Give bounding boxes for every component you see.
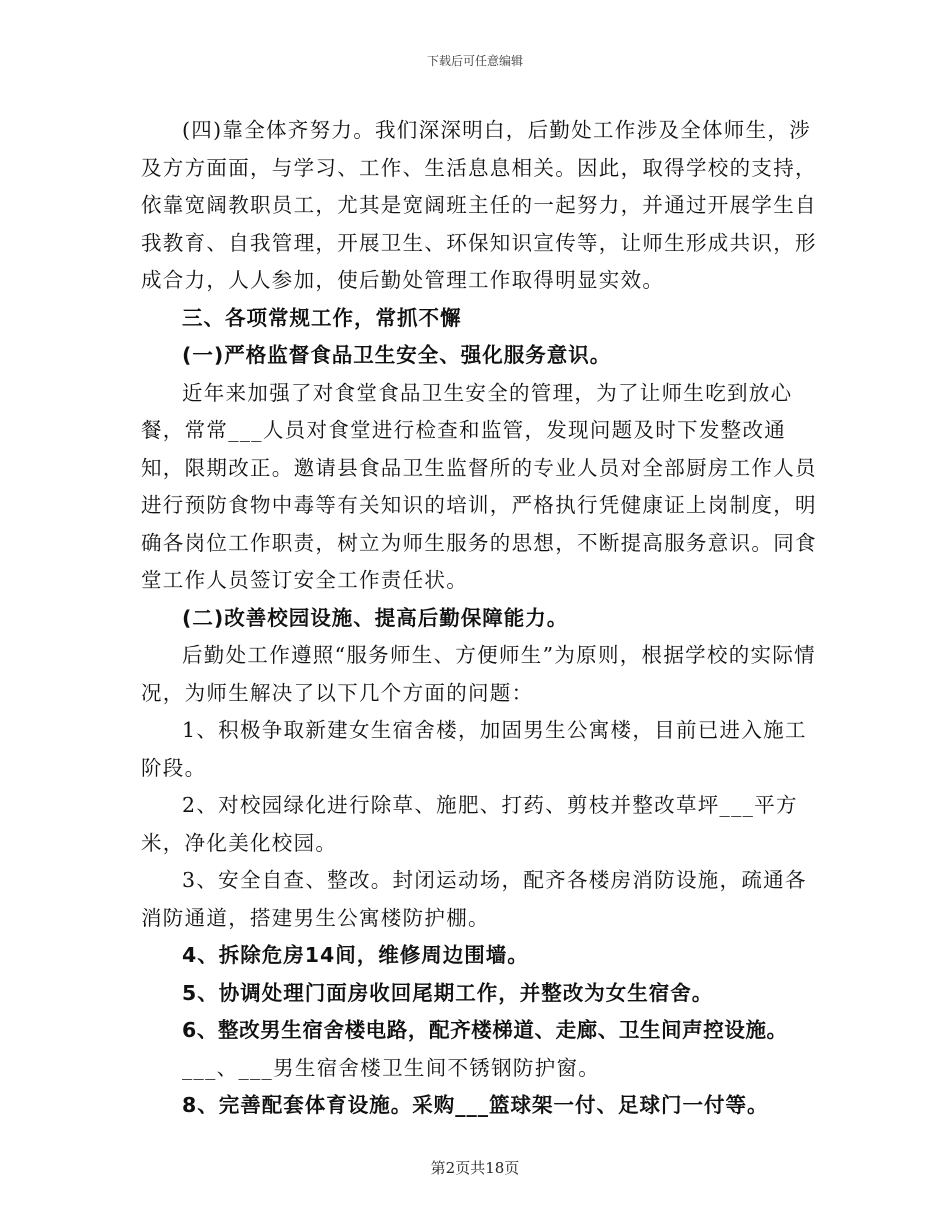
list-item-7: ___、___男生宿舍楼卫生间不锈钢防护窗。 xyxy=(182,1055,601,1080)
page-header: 下载后可任意编辑 xyxy=(426,54,523,68)
paragraph-food-safety: 近年来加强了对食堂食品卫生安全的管理，为了让师生吃到放心餐，常常___人员对食堂进行检查和监管，发现问题及时下发整改通知，限期改正。邀请县食品卫生监督所的专业人员对全部厨房工作人员进行预防食物中毒等有关知识的培训，严格执行凭健康证上岗制度，明确各岗位工作职责，树立为师生服务的思想，不断提高服务意识。同食堂工作人员签订安全工作责任状。 xyxy=(141,380,817,592)
list-item-4: 4、拆除危房14间，维修周边围墙。 xyxy=(182,943,529,967)
list-item-8: 8、完善配套体育设施。采购___篮球架一付、足球门一付等。 xyxy=(182,1093,769,1117)
list-item-2: 2、对校园绿化进行除草、施肥、打药、剪枝并整改草坪___平方米，净化美化校园。 xyxy=(141,793,798,855)
list-item-3: 3、安全自查、整改。封闭运动场，配齐各楼房消防设施，疏通各消防通道，搭建男生公寓楼防护棚。 xyxy=(141,868,807,930)
paragraph-campus-facilities: 后勤处工作遵照“服务师生、方便师生”为原则，根据学校的实际情况，为师生解决了以下几个方面的问题： xyxy=(141,643,816,705)
list-item-1: 1、积极争取新建女生宿舍楼，加固男生公寓楼，目前已进入施工阶段。 xyxy=(141,718,807,780)
subheading-food-safety: (一)严格监督食品卫生安全、强化服务意识。 xyxy=(182,343,612,367)
paragraph-four-all-together: (四)靠全体齐努力。我们深深明白，后勤处工作涉及全体师生，涉及方方面面，与学习、工作、生活息息相关。因此，取得学校的支持，依靠宽阔教职员工，尤其是宽阔班主任的一起努力，并通过开展学生自我教育、自我管理，开展卫生、环保知识宣传等，让师生形成共识，形成合力，人人参加，使后勤处管理工作取得明显实效。 xyxy=(141,118,817,292)
subheading-campus-facilities: (二)改善校园设施、提高后勤保障能力。 xyxy=(182,605,569,630)
section-heading-three: 三、各项常规工作，常抓不懈 xyxy=(182,305,462,330)
page-footer: 第2页共18页 xyxy=(430,1159,520,1177)
document-body xyxy=(141,112,821,1125)
list-item-5: 5、协调处理门面房收回尾期工作，并整改为女生宿舍。 xyxy=(182,980,714,1005)
list-item-6: 6、整改男生宿舍楼电路，配齐楼梯道、走廊、卫生间声控设施。 xyxy=(182,1018,788,1042)
